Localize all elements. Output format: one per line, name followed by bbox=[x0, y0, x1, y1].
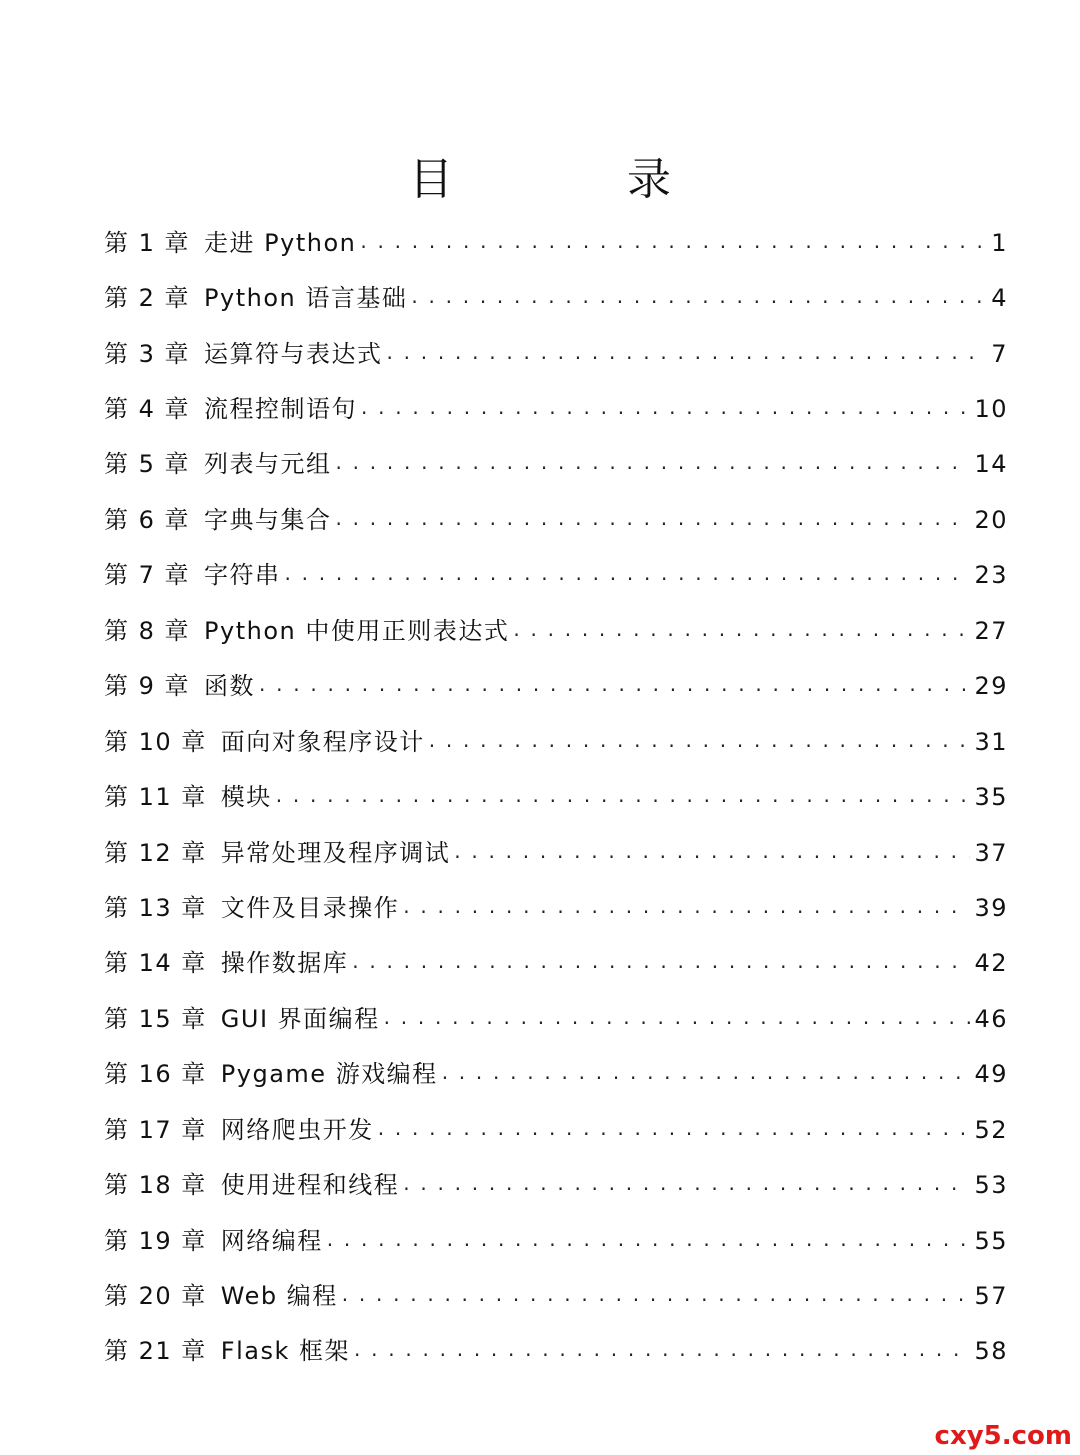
toc-dot-leader bbox=[259, 671, 970, 701]
toc-chapter-title: 面向对象程序设计 bbox=[220, 727, 425, 756]
toc-chapter-title: 列表与元组 bbox=[204, 450, 332, 479]
toc-page-number: 57 bbox=[974, 1282, 1008, 1311]
toc-chapter-number: 第 8 章 bbox=[104, 616, 191, 645]
toc-chapter-number: 第 18 章 bbox=[104, 1171, 207, 1200]
toc-row[interactable] bbox=[104, 548, 1008, 603]
toc-chapter-title: GUI 界面编程 bbox=[220, 1004, 380, 1033]
toc-chapter-number: 第 2 章 bbox=[104, 284, 191, 313]
toc-row[interactable] bbox=[104, 381, 1008, 436]
toc-page-number: 23 bbox=[974, 561, 1008, 590]
toc-chapter-title: 字典与集合 bbox=[204, 505, 332, 534]
toc-chapter-title: Flask 框架 bbox=[220, 1337, 351, 1366]
toc-chapter-title: 模块 bbox=[220, 783, 272, 812]
toc-dot-leader bbox=[327, 1226, 971, 1256]
toc-dot-leader bbox=[384, 1004, 971, 1034]
toc-chapter-title: Python 中使用正则表达式 bbox=[204, 616, 510, 645]
toc-chapter-number: 第 3 章 bbox=[104, 339, 191, 368]
toc-page-number: 4 bbox=[991, 284, 1008, 313]
toc-chapter-number: 第 4 章 bbox=[104, 395, 191, 424]
toc-dot-leader bbox=[513, 616, 970, 646]
toc-chapter-title: 网络编程 bbox=[220, 1226, 323, 1255]
toc-row[interactable] bbox=[104, 603, 1008, 658]
toc-chapter-number: 第 16 章 bbox=[104, 1060, 207, 1089]
toc-dot-leader bbox=[411, 283, 987, 313]
toc-row[interactable] bbox=[104, 1157, 1008, 1212]
toc-page-number: 37 bbox=[974, 838, 1008, 867]
toc-chapter-number: 第 9 章 bbox=[104, 672, 191, 701]
toc-chapter-number: 第 6 章 bbox=[104, 505, 191, 534]
toc-chapter-number: 第 11 章 bbox=[104, 783, 207, 812]
toc-page-number: 53 bbox=[974, 1171, 1008, 1200]
toc-dot-leader bbox=[442, 1059, 971, 1089]
toc-dot-leader bbox=[403, 893, 970, 923]
toc-dot-leader bbox=[360, 228, 987, 258]
toc-page-number: 55 bbox=[974, 1226, 1008, 1255]
toc-page-number: 10 bbox=[974, 395, 1008, 424]
toc-chapter-title: Pygame 游戏编程 bbox=[220, 1060, 438, 1089]
toc-chapter-title: 网络爬虫开发 bbox=[220, 1115, 374, 1144]
toc-dot-leader bbox=[387, 339, 988, 369]
toc-chapter-title: 文件及目录操作 bbox=[220, 893, 400, 922]
toc-chapter-title: 使用进程和线程 bbox=[220, 1171, 400, 1200]
toc-row[interactable] bbox=[104, 659, 1008, 714]
toc-dot-leader bbox=[342, 1281, 971, 1311]
toc-row[interactable] bbox=[104, 1102, 1008, 1157]
toc-row[interactable] bbox=[104, 270, 1008, 325]
toc-row[interactable] bbox=[104, 991, 1008, 1046]
toc-row[interactable] bbox=[104, 1268, 1008, 1323]
toc-dot-leader bbox=[429, 727, 971, 757]
toc-page-number: 31 bbox=[974, 727, 1008, 756]
toc-page-number: 58 bbox=[974, 1337, 1008, 1366]
toc-chapter-number: 第 10 章 bbox=[104, 727, 207, 756]
toc-dot-leader bbox=[454, 838, 970, 868]
toc-page-number: 46 bbox=[974, 1004, 1008, 1033]
toc-row[interactable] bbox=[104, 880, 1008, 935]
toc-row[interactable] bbox=[104, 1324, 1008, 1379]
toc-row[interactable] bbox=[104, 825, 1008, 880]
toc-page-number: 29 bbox=[974, 672, 1008, 701]
toc-row[interactable] bbox=[104, 492, 1008, 547]
toc-chapter-number: 第 7 章 bbox=[104, 561, 191, 590]
toc-row[interactable] bbox=[104, 326, 1008, 381]
table-of-contents bbox=[104, 215, 1008, 1379]
toc-row[interactable] bbox=[104, 437, 1008, 492]
toc-row[interactable] bbox=[104, 1213, 1008, 1268]
toc-chapter-title: 运算符与表达式 bbox=[204, 339, 383, 368]
toc-dot-leader bbox=[336, 505, 971, 535]
toc-dot-leader bbox=[336, 449, 971, 479]
toc-row[interactable] bbox=[104, 936, 1008, 991]
toc-chapter-title: 流程控制语句 bbox=[204, 395, 358, 424]
toc-row[interactable] bbox=[104, 714, 1008, 769]
toc-chapter-title: Python 语言基础 bbox=[204, 284, 408, 313]
toc-chapter-number: 第 21 章 bbox=[104, 1337, 207, 1366]
toc-chapter-title: 走进 Python bbox=[204, 228, 357, 257]
toc-page-number: 1 bbox=[991, 228, 1008, 257]
toc-row[interactable] bbox=[104, 769, 1008, 824]
toc-dot-leader bbox=[352, 948, 970, 978]
toc-page-number: 35 bbox=[974, 783, 1008, 812]
toc-chapter-number: 第 17 章 bbox=[104, 1115, 207, 1144]
toc-page-number: 27 bbox=[974, 616, 1008, 645]
toc-chapter-number: 第 15 章 bbox=[104, 1004, 207, 1033]
toc-chapter-number: 第 19 章 bbox=[104, 1226, 207, 1255]
toc-dot-leader bbox=[361, 394, 970, 424]
toc-row[interactable] bbox=[104, 1047, 1008, 1102]
toc-page-number: 42 bbox=[974, 949, 1008, 978]
toc-page-number: 52 bbox=[974, 1115, 1008, 1144]
toc-chapter-number: 第 5 章 bbox=[104, 450, 191, 479]
toc-chapter-title: 异常处理及程序调试 bbox=[220, 838, 451, 867]
toc-dot-leader bbox=[378, 1115, 971, 1145]
site-watermark: cxy5.com bbox=[934, 1421, 1072, 1451]
toc-dot-leader bbox=[276, 782, 971, 812]
toc-page-number: 39 bbox=[974, 893, 1008, 922]
toc-dot-leader bbox=[403, 1170, 970, 1200]
toc-chapter-title: 操作数据库 bbox=[220, 949, 349, 978]
toc-chapter-number: 第 1 章 bbox=[104, 228, 191, 257]
toc-chapter-number: 第 12 章 bbox=[104, 838, 207, 867]
toc-chapter-title: 字符串 bbox=[204, 561, 281, 590]
toc-chapter-number: 第 20 章 bbox=[104, 1282, 207, 1311]
toc-page-number: 20 bbox=[974, 505, 1008, 534]
toc-page-number: 49 bbox=[974, 1060, 1008, 1089]
toc-chapter-title: Web 编程 bbox=[220, 1282, 338, 1311]
toc-page-number: 7 bbox=[991, 339, 1008, 368]
toc-row[interactable] bbox=[104, 215, 1008, 270]
toc-chapter-number: 第 13 章 bbox=[104, 893, 207, 922]
toc-dot-leader bbox=[354, 1336, 970, 1366]
toc-dot-leader bbox=[285, 560, 971, 590]
toc-page-number: 14 bbox=[974, 450, 1008, 479]
page-title: 目 录 bbox=[409, 154, 751, 205]
toc-chapter-number: 第 14 章 bbox=[104, 949, 207, 978]
toc-chapter-title: 函数 bbox=[204, 672, 256, 701]
